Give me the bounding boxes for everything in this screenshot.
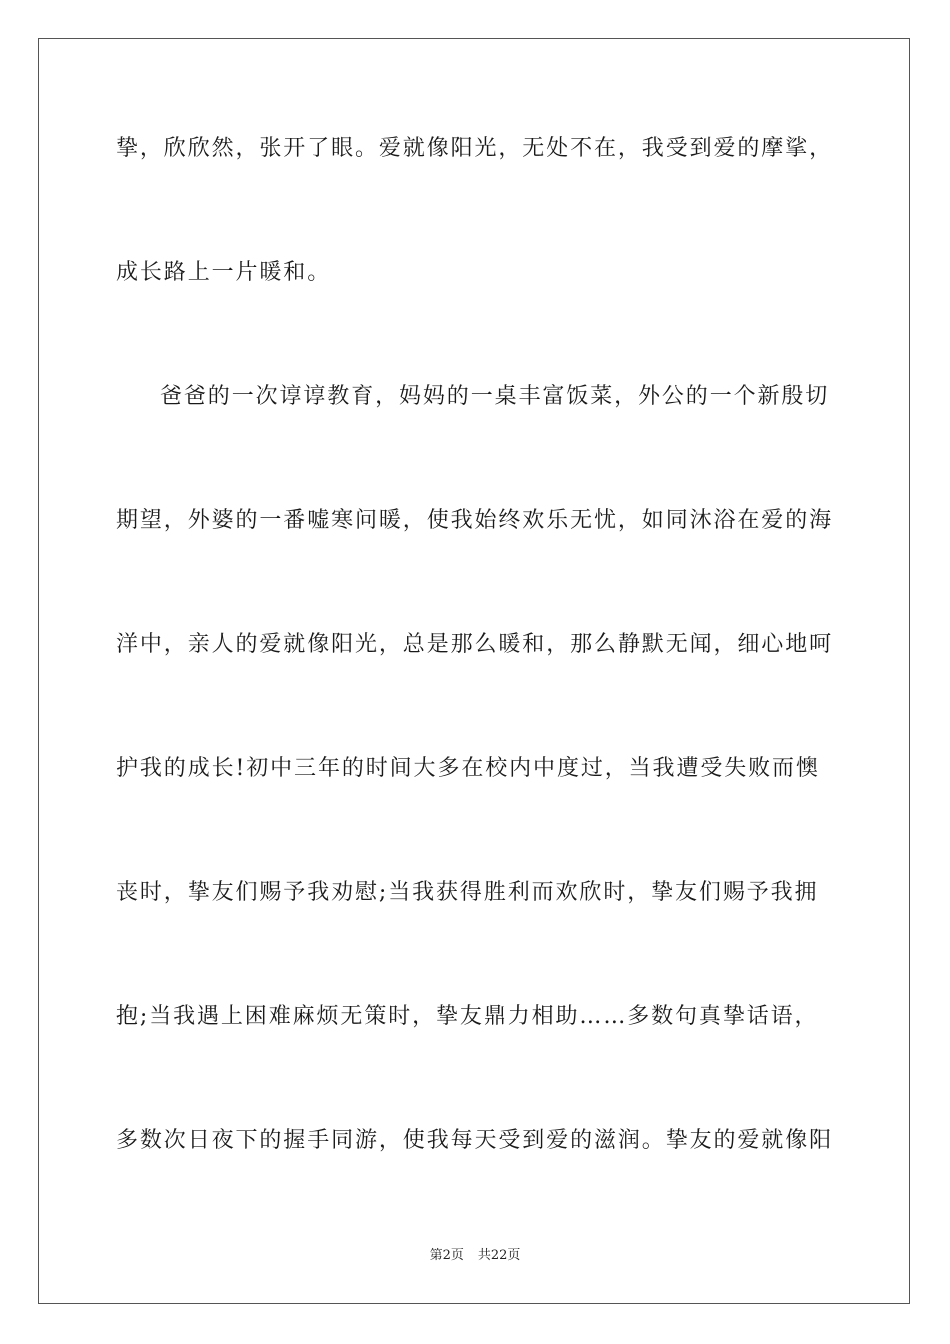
- text-line-1: 挚，欣欣然，张开了眼。爱就像阳光，无处不在，我受到爱的摩挲，: [116, 136, 834, 161]
- text-line-3: 爸爸的一次谆谆教育，妈妈的一桌丰富饭菜，外公的一个新殷切: [160, 384, 830, 409]
- page-border: [38, 38, 910, 1304]
- page-footer: [0, 1244, 950, 1263]
- text-line-8: 抱;当我遇上困难麻烦无策时，挚友鼎力相助……多数句真挚话语，: [116, 1004, 819, 1029]
- page-total: 共22页: [477, 1248, 521, 1263]
- text-line-2: 成长路上一片暖和。: [116, 260, 332, 285]
- text-line-5: 洋中，亲人的爱就像阳光，总是那么暖和，那么静默无闻，细心地呵: [116, 632, 834, 657]
- text-line-7: 丧时，挚友们赐予我劝慰;当我获得胜利而欢欣时，挚友们赐予我拥: [116, 880, 819, 905]
- text-line-9: 多数次日夜下的握手同游，使我每天受到爱的滋润。挚友的爱就像阳: [116, 1128, 834, 1153]
- text-line-6: 护我的成长!初中三年的时间大多在校内中度过，当我遭受失败而懊: [116, 756, 820, 781]
- text-line-4: 期望，外婆的一番嘘寒问暖，使我始终欢乐无忧，如同沐浴在爱的海: [116, 508, 834, 533]
- page-number: 第2页: [429, 1248, 464, 1263]
